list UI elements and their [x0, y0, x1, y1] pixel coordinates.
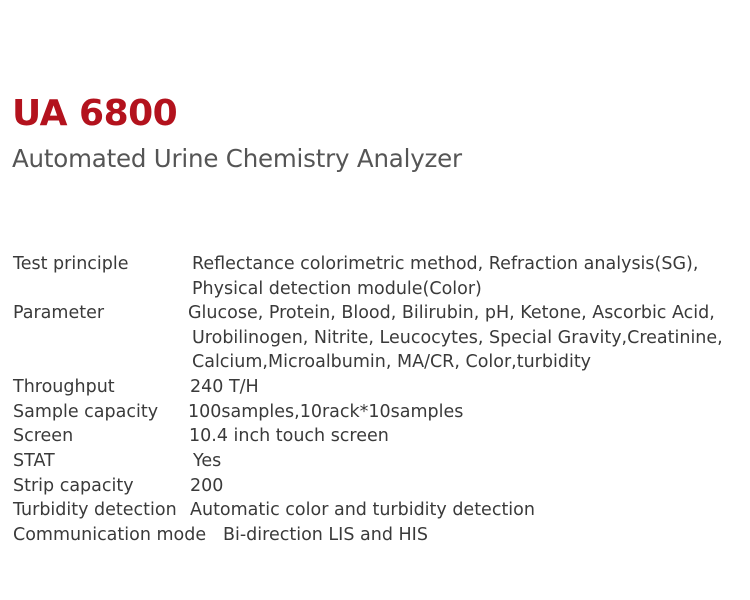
spec-value-line: Yes	[193, 451, 222, 471]
spec-label: Sample capacity	[13, 402, 159, 422]
spec-value-line: 10.4 inch touch screen	[189, 426, 389, 446]
spec-value-line: 100samples,10rack*10samples	[188, 402, 464, 422]
spec-value	[188, 301, 723, 375]
spec-value-line: Bi-direction LIS and HIS	[223, 525, 428, 545]
spec-label: Turbidity detection	[13, 500, 177, 520]
spec-value-line: 240 T/H	[190, 377, 259, 397]
spec-label: STAT	[13, 451, 55, 471]
spec-label: Strip capacity	[13, 476, 134, 496]
spec-value-line: Reflectance colorimetric method, Refraction analysis(SG),	[192, 254, 699, 274]
spec-value-line: Glucose, Protein, Blood, Bilirubin, pH, Ketone, Ascorbic Acid,	[188, 303, 715, 323]
spec-label: Test principle	[13, 254, 129, 274]
spec-label: Screen	[13, 426, 74, 446]
spec-value-line: Urobilinogen, Nitrite, Leucocytes, Special Gravity,Creatinine,	[192, 327, 723, 348]
product-subtitle: Automated Urine Chemistry Analyzer	[12, 144, 462, 173]
spec-value-line: Physical detection module(Color)	[192, 278, 482, 299]
spec-label: Throughput	[13, 377, 115, 397]
spec-value	[188, 400, 463, 425]
spec-value	[190, 474, 223, 499]
model-title: UA 6800	[12, 93, 178, 134]
spec-value	[190, 375, 259, 400]
spec-label: Communication mode	[13, 525, 207, 545]
spec-value-line: Automatic color and turbidity detection	[190, 500, 535, 520]
spec-value	[189, 424, 389, 449]
spec-value-line: 200	[190, 476, 224, 496]
spec-value	[190, 498, 535, 523]
spec-value-line: Calcium,Microalbumin, MA/CR, Color,turbidity	[192, 352, 592, 373]
spec-value	[192, 252, 698, 301]
spec-label: Parameter	[13, 303, 105, 323]
spec-value	[193, 449, 221, 474]
spec-value	[223, 523, 428, 548]
